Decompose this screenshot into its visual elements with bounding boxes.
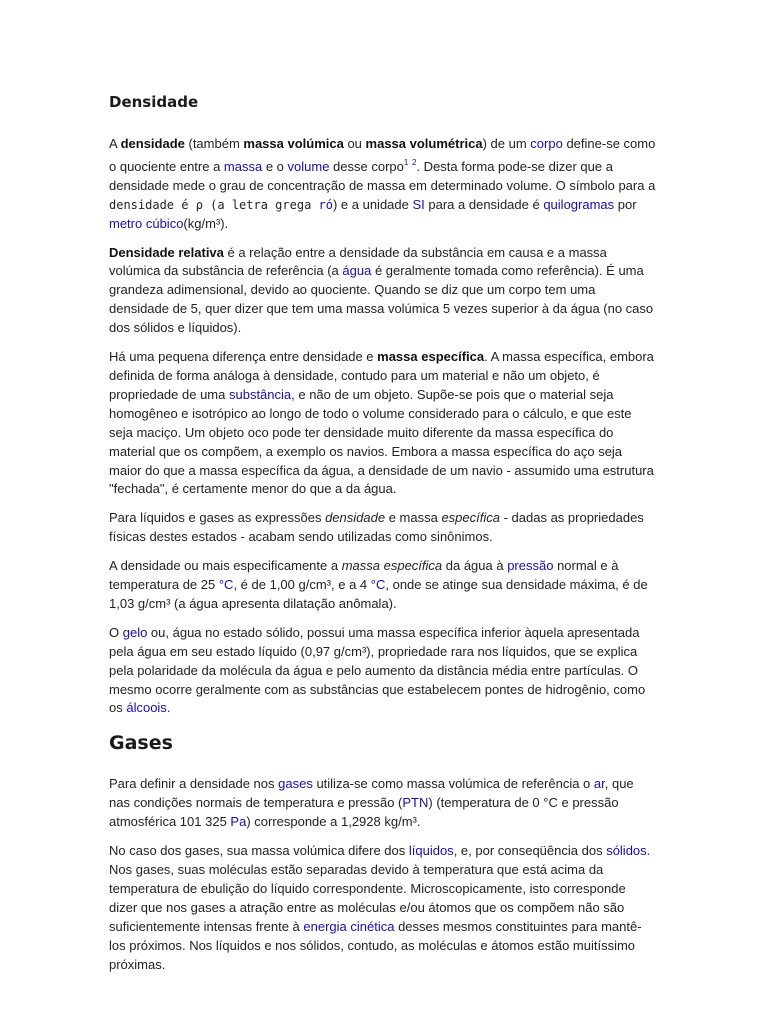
link-alcoois[interactable]: álcoois	[126, 700, 167, 716]
link-corpo[interactable]: corpo	[530, 136, 563, 151]
section-title-densidade: Densidade	[109, 93, 199, 111]
link-gases[interactable]: gases	[278, 776, 313, 792]
article-content	[109, 88, 657, 984]
link-pressao[interactable]: pressão	[507, 558, 554, 574]
paragraph-agua: A densidade ou mais especificamente a massa específica da água à pressão normal e à temperatura de 25 °C, é de 1,00 g/cm³, e a 4 °C, onde se atinge sua densidade máxima, é de 1,03 g/cm³ (a água apresenta dilatação anômala).	[109, 558, 648, 611]
reference-2[interactable]: 2	[411, 157, 417, 167]
reference-1[interactable]: 1	[403, 157, 409, 167]
paragraph-gases-moleculas: No caso dos gases, sua massa volúmica difere dos líquidos, e, por conseqüência dos sólidos. Nos gases, suas moléculas estão separadas devido à temperatura que está acima da temperatura de ebulição do líquido correspondente. Microscopicamente, isto corresponde dizer que nos gases a atração entre as moléculas e/ou átomos que os compõem não são suficientemente intensas frente à energia cinética desses mesmos constituintes para mantê-los próximos. Nos líquidos e nos sólidos, contudo, as moléculas e átomos estão muitíssimo próximas.	[109, 843, 651, 972]
link-volume[interactable]: volume	[287, 158, 330, 174]
link-ar[interactable]: ar	[593, 776, 605, 792]
link-ptn[interactable]: PTN	[402, 795, 429, 811]
paragraph-densidade-relativa: Densidade relativa é a relação entre a densidade da substância em causa e a massa volúmica da substância de referência (a água é geralmente tomada como referência). É uma grandeza adimensional, devido ao quociente. Quando se diz que um corpo tem uma densidade de 5, quer dizer que tem uma massa volúmica 5 vezes superior à da água (no caso dos sólidos e líquidos).	[109, 244, 654, 336]
link-celsius-1[interactable]: °C	[218, 577, 234, 593]
link-ro[interactable]: ró	[318, 197, 333, 212]
link-gelo[interactable]: gelo	[122, 624, 148, 640]
link-solidos[interactable]: sólidos	[606, 843, 647, 859]
section-title-gases: Gases	[109, 732, 173, 755]
paragraph-gelo: O gelo ou, água no estado sólido, possui uma massa específica inferior àquela apresentada pela água em seu estado líquido (0,97 g/cm³), propriedade rara nos líquidos, que se explica pela polaridade da molécula da água e pelo aumento da distância média entre partículas. O mesmo ocorre geralmente com as substâncias que estabelecem pontes de hidrogênio, como os álcoois.	[109, 624, 646, 716]
link-liquidos[interactable]: líquidos	[408, 843, 454, 859]
link-agua[interactable]: água	[342, 263, 372, 279]
paragraph-massa-especifica: Há uma pequena diferença entre densidade e massa específica. A massa específica, embora definida de forma análoga à densidade, contudo para um material e não um objeto, é propriedade de uma substância, e não de um objeto. Supõe-se pois que o material seja homogêneo e isotrópico ao longo de todo o volume considerado para o cálculo, e que este seja maciço. Um objeto oco pode ter densidade muito diferente da massa específica do material que os compõem, a exemplo os navios. Embora a massa específica do aço seja maior do que a massa específica da água, a densidade de um navio - assumido uma estrutura "fechada", é certamente menor do que a da água.	[109, 349, 654, 497]
link-si[interactable]: SI	[412, 196, 425, 212]
link-celsius-2[interactable]: °C	[370, 577, 386, 593]
link-metro-cubico[interactable]: metro cúbico	[109, 215, 184, 231]
paragraph-gases-referencia: Para definir a densidade nos gases utiliza-se como massa volúmica de referência o ar, que nas condições normais de temperatura e pressão (PTN) (temperatura de 0 °C e pressão atmosférica 101 325 Pa) corresponde a 1,2928 kg/m³.	[109, 776, 634, 830]
paragraph-liquidos-gases: Para líquidos e gases as expressões densidade e massa específica - dadas as propriedades físicas destes estados - acabam sendo utilizadas como sinônimos.	[109, 510, 644, 545]
link-substancia[interactable]: substância	[228, 386, 292, 402]
link-massa[interactable]: massa	[223, 158, 263, 174]
link-pa[interactable]: Pa	[230, 814, 247, 830]
link-quilogramas[interactable]: quilogramas	[543, 196, 615, 212]
paragraph-definicao: A densidade (também massa volúmica ou massa volumétrica) de um corpo define-se como o quociente entre a massa e o volume desse corpo$^1$ $^2$. Desta forma pode-se dizer que a densidade mede o grau de concentração de massa em determinado volume. O símbolo para a densidade é ρ (a letra grega ró) e a unidade SI para a densidade é quilogramas por metro cúbico(kg/m³).	[109, 136, 656, 231]
link-energia-cinetica[interactable]: energia cinética	[303, 918, 395, 934]
